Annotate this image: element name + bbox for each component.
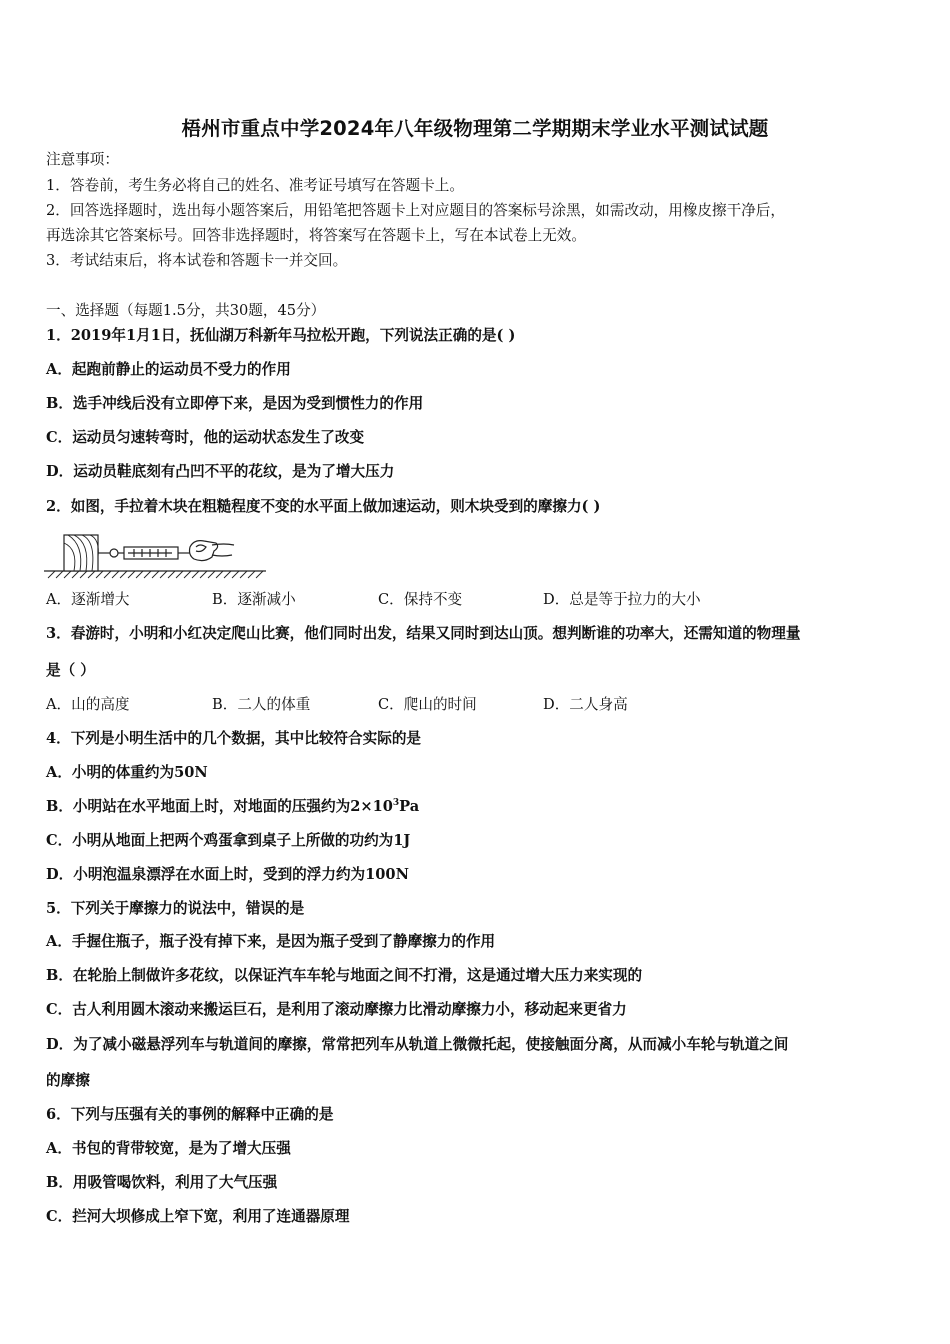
section-heading: 一、选择题（每题1.5分，共30题，45分） — [46, 302, 326, 319]
q3-option-a: A．山的高度 — [46, 696, 130, 713]
spring-scale — [98, 547, 190, 559]
q5-option-d: D．为了减小磁悬浮列车与轨道间的摩擦，常常把列车从轨道上微微托起，使接触面分离，从而减小车轮与轨道之间 — [46, 1036, 789, 1053]
notice-item-1: 1．答卷前，考生务必将自己的姓名、准考证号填写在答题卡上。 — [46, 177, 464, 194]
q2-option-a: A．逐渐增大 — [46, 591, 130, 608]
q1-option-c: C．运动员匀速转弯时，他的运动状态发生了改变 — [46, 429, 365, 446]
ground-hatching — [48, 571, 263, 578]
q3-option-b: B．二人的体重 — [212, 696, 311, 713]
q1-stem: 1．2019年1月1日，抚仙湖万科新年马拉松开跑，下列说法正确的是( ) — [46, 327, 516, 344]
q5-stem: 5．下列关于摩擦力的说法中，错误的是 — [46, 900, 305, 917]
q6-option-a: A．书包的背带较宽，是为了增大压强 — [46, 1140, 291, 1157]
q6-stem: 6．下列与压强有关的事例的解释中正确的是 — [46, 1106, 334, 1123]
notice-item-2-cont: 再选涂其它答案标号。回答非选择题时，将答案写在答题卡上，写在本试卷上无效。 — [46, 227, 586, 244]
q5-option-d-cont: 的摩擦 — [46, 1072, 90, 1089]
q1-option-a: A．起跑前静止的运动员不受力的作用 — [46, 361, 291, 378]
q5-option-a: A．手握住瓶子，瓶子没有掉下来，是因为瓶子受到了静摩擦力的作用 — [46, 933, 496, 950]
q3-stem-line2: 是（ ） — [46, 662, 95, 679]
q3-option-d: D．二人身高 — [543, 696, 628, 713]
notice-item-3: 3．考试结束后，将本试卷和答题卡一并交回。 — [46, 252, 348, 269]
notice-item-2: 2．回答选择题时，选出每小题答案后，用铅笔把答题卡上对应题目的答案标号涂黑，如需改动，用橡皮擦干净后， — [46, 202, 785, 219]
block-spring-scale-figure — [44, 527, 268, 579]
q6-option-c: C．拦河大坝修成上窄下宽，利用了连通器原理 — [46, 1208, 350, 1225]
q4-option-a: A．小明的体重约为50N — [46, 764, 208, 781]
q4-option-b-exponent: 3 — [392, 798, 400, 809]
q4-option-b-unit: Pa — [399, 798, 420, 815]
q4-stem: 4．下列是小明生活中的几个数据，其中比较符合实际的是 — [46, 730, 422, 747]
q1-option-b: B．选手冲线后没有立即停下来，是因为受到惯性力的作用 — [46, 395, 424, 412]
wooden-block — [64, 535, 98, 571]
q6-option-b: B．用吸管喝饮料，利用了大气压强 — [46, 1174, 278, 1191]
hand-icon — [190, 541, 235, 561]
page-title: 梧州市重点中学2024年八年级物理第二学期期末学业水平测试试题 — [181, 117, 769, 140]
q4-option-b-text: B．小明站在水平地面上时，对地面的压强约为2×10 — [46, 798, 393, 815]
q2-option-b: B．逐渐减小 — [212, 591, 296, 608]
q4-option-c: C．小明从地面上把两个鸡蛋拿到桌子上所做的功约为1J — [46, 832, 411, 849]
q5-option-b: B．在轮胎上制做许多花纹，以保证汽车车轮与地面之间不打滑，这是通过增大压力来实现的 — [46, 967, 643, 984]
q3-option-c: C．爬山的时间 — [378, 696, 477, 713]
notice-heading: 注意事项： — [46, 151, 119, 168]
q2-stem: 2．如图，手拉着木块在粗糙程度不变的水平面上做加速运动，则木块受到的摩擦力( ) — [46, 498, 601, 515]
q5-option-c: C．古人利用圆木滚动来搬运巨石，是利用了滚动摩擦力比滑动摩擦力小，移动起来更省力 — [46, 1001, 627, 1018]
q3-stem-line1: 3．春游时，小明和小红决定爬山比赛，他们同时出发，结果又同时到达山顶。想判断谁的功率大，还需知道的物理量 — [46, 625, 801, 642]
q4-option-b — [46, 797, 419, 817]
q4-option-d: D．小明泡温泉漂浮在水面上时，受到的浮力约为100N — [46, 866, 409, 883]
q2-option-d: D．总是等于拉力的大小 — [543, 591, 701, 608]
q2-option-c: C．保持不变 — [378, 591, 463, 608]
q1-option-d: D．运动员鞋底刻有凸凹不平的花纹，是为了增大压力 — [46, 463, 395, 480]
